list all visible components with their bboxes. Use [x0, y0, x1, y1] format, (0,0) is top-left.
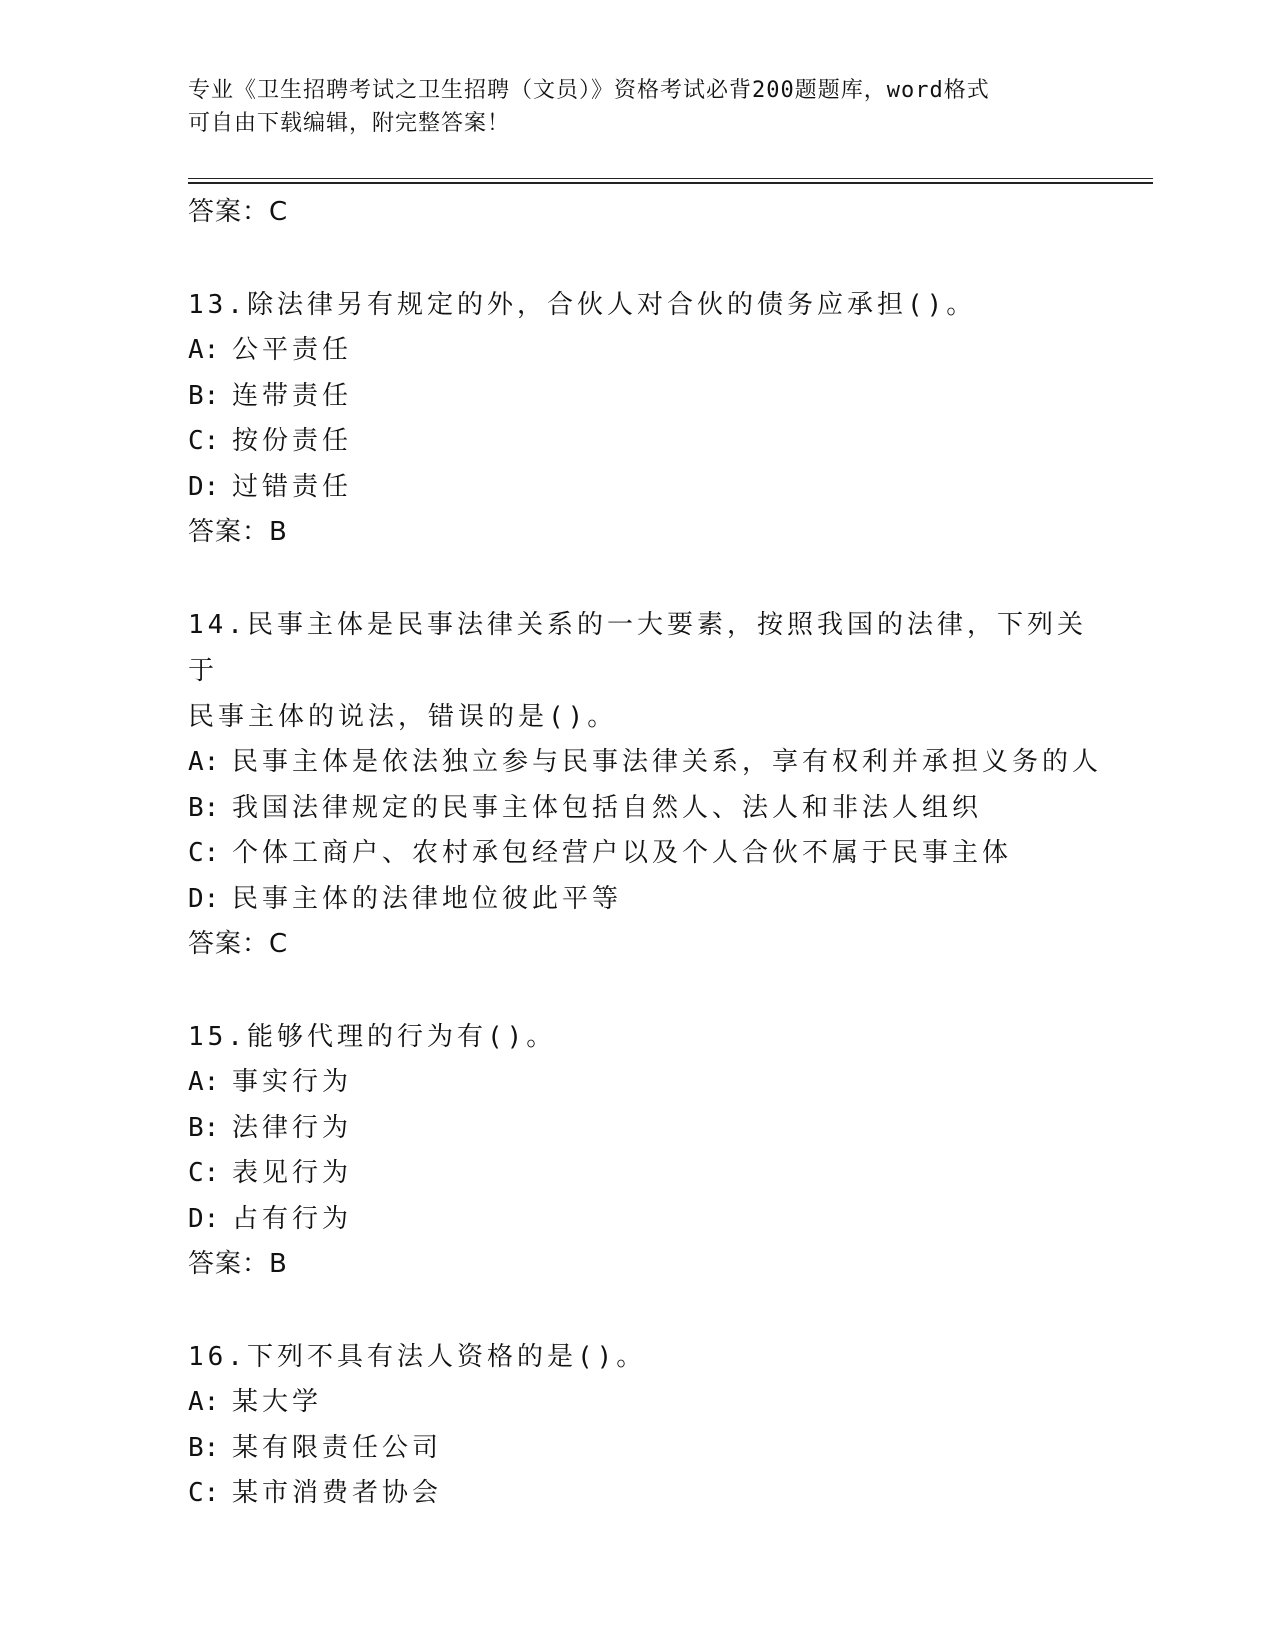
- question-16-option-b: B: 某有限责任公司: [188, 1432, 443, 1463]
- question-14-option-c: C: 个体工商户、农村承包经营户以及个人合伙不属于民事主体: [188, 838, 1013, 868]
- question-13-option-c: C: 按份责任: [188, 426, 353, 456]
- previous-answer: 答案：C: [188, 197, 289, 227]
- question-15-option-b: B: 法律行为: [188, 1112, 353, 1143]
- header-divider-thick: [188, 182, 1153, 184]
- question-14-option-d: D: 民事主体的法律地位彼此平等: [188, 883, 623, 914]
- question-13: [188, 282, 1108, 554]
- question-13-option-a: A: 公平责任: [188, 335, 353, 365]
- header-divider-thin: [188, 178, 1153, 179]
- question-14-title-line-1: 14.民事主体是民事法律关系的一大要素，按照我国的法律，下列关于: [188, 610, 1087, 686]
- question-15-title: 15.能够代理的行为有()。: [188, 1022, 557, 1052]
- question-13-option-d: D: 过错责任: [188, 471, 353, 502]
- header-line-1: 专业《卫生招聘考试之卫生招聘（文员）》资格考试必背200题题库，word格式: [188, 78, 990, 103]
- question-14-option-b: B: 我国法律规定的民事主体包括自然人、法人和非法人组织: [188, 792, 983, 823]
- question-16-option-c: C: 某市消费者协会: [188, 1478, 443, 1508]
- question-13-option-b: B: 连带责任: [188, 380, 353, 411]
- question-15-option-d: D: 占有行为: [188, 1203, 353, 1234]
- question-15-option-c: C: 表见行为: [188, 1158, 353, 1188]
- question-13-answer: 答案：B: [188, 517, 288, 547]
- question-16-title: 16.下列不具有法人资格的是()。: [188, 1342, 647, 1372]
- question-15-answer: 答案：B: [188, 1249, 288, 1279]
- document-header: [188, 74, 1068, 140]
- question-14-answer: 答案：C: [188, 929, 289, 959]
- question-16-option-a: A: 某大学: [188, 1387, 323, 1417]
- header-line-2: 可自由下载编辑，附完整答案！: [188, 111, 511, 136]
- question-14-option-a: A: 民事主体是依法独立参与民事法律关系，享有权利并承担义务的人: [188, 747, 1103, 777]
- question-15-option-a: A: 事实行为: [188, 1067, 353, 1097]
- question-16: [188, 1334, 1108, 1517]
- question-15: [188, 1014, 1108, 1286]
- question-14: [188, 602, 1108, 966]
- question-list: [188, 190, 1108, 1517]
- question-13-title: 13.除法律另有规定的外，合伙人对合伙的债务应承担()。: [188, 290, 977, 320]
- question-14-title-line-2: 民事主体的说法，错误的是()。: [188, 702, 618, 732]
